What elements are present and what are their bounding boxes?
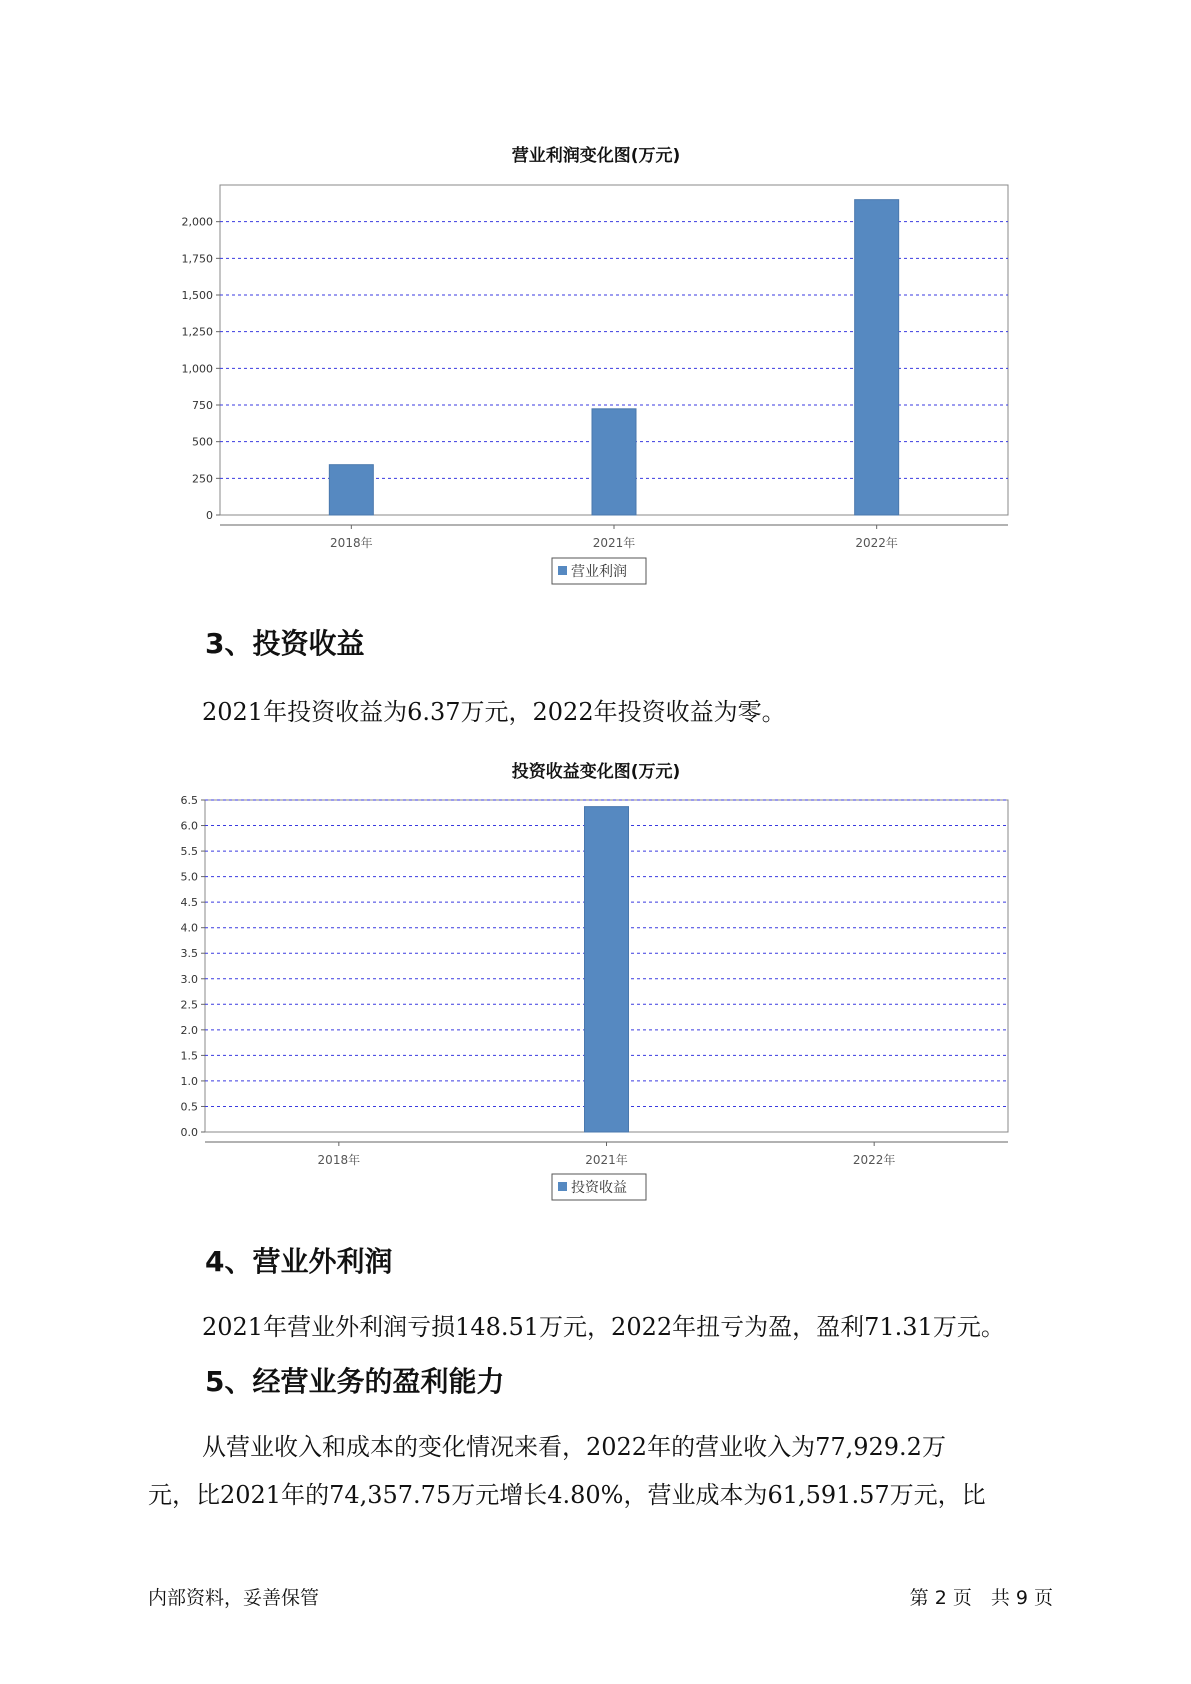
- y-tick-label: 1,500: [181, 289, 213, 302]
- y-axis-ticks: [181, 794, 206, 1139]
- y-tick-label: 0.0: [180, 1126, 198, 1139]
- y-tick-label: 750: [192, 399, 213, 412]
- y-tick-label: 6.0: [180, 819, 198, 833]
- y-tick-label: 250: [192, 472, 213, 486]
- y-tick-label: 4.0: [180, 921, 198, 935]
- x-axis-labels: [318, 1142, 896, 1167]
- x-tick-label: 2018年: [330, 536, 373, 550]
- x-tick-label: 2021年: [592, 536, 636, 550]
- y-tick-label: 6.5: [180, 794, 198, 807]
- y-tick-label: 0.5: [180, 1100, 198, 1114]
- y-tick-label: 5.5: [180, 845, 198, 859]
- y-tick-label: 2,000: [181, 215, 213, 229]
- profitability-line-2: 元，比2021年的74,357.75万元增长4.80%，营业成本为61,591.57万元，比: [148, 1481, 986, 1509]
- non-operating-heading: 4、营业外利润: [205, 1245, 393, 1278]
- investment-text: 2021年投资收益为6.37万元，2022年投资收益为零。: [202, 698, 786, 726]
- chart-title: 营业利润变化图(万元): [511, 146, 681, 166]
- y-tick-label: 0: [206, 509, 213, 522]
- y-tick-label: 1,000: [181, 362, 213, 376]
- y-tick-label: 500: [192, 435, 213, 449]
- y-tick-label: 3.0: [180, 972, 198, 986]
- footer-page-number: 第 2 页 共 9 页: [909, 1587, 1053, 1609]
- legend-swatch: [558, 1182, 567, 1191]
- legend: [552, 1174, 646, 1200]
- x-tick-label: 2018年: [317, 1153, 361, 1167]
- legend-label: 营业利润: [571, 564, 627, 580]
- x-tick-label: 2022年: [852, 1153, 896, 1167]
- y-tick-label: 1,750: [181, 252, 213, 266]
- investment-heading: 3、投资收益: [205, 627, 365, 660]
- y-tick-label: 3.5: [180, 947, 198, 961]
- y-tick-label: 1,250: [181, 325, 213, 339]
- y-tick-label: 1.0: [180, 1074, 198, 1088]
- x-tick-label: 2022年: [855, 536, 898, 550]
- bars: [585, 807, 629, 1132]
- y-tick-label: 2.0: [180, 1023, 198, 1037]
- y-tick-label: 2.5: [180, 998, 198, 1012]
- chart-title: 投资收益变化图(万元): [511, 762, 681, 782]
- bar: [585, 807, 629, 1132]
- x-tick-label: 2021年: [585, 1153, 628, 1167]
- non-operating-text: 2021年营业外利润亏损148.51万元，2022年扭亏为盈，盈利71.31万元。: [202, 1313, 1005, 1341]
- legend-label: 投资收益: [571, 1180, 627, 1196]
- y-tick-label: 5.0: [180, 870, 198, 884]
- profitability-line-1: 从营业收入和成本的变化情况来看，2022年的营业收入为77,929.2万: [202, 1433, 946, 1461]
- footer-confidential: 内部资料，妥善保管: [148, 1587, 320, 1609]
- y-tick-label: 1.5: [180, 1049, 198, 1063]
- y-tick-label: 4.5: [180, 896, 198, 910]
- profitability-heading: 5、经营业务的盈利能力: [205, 1365, 505, 1398]
